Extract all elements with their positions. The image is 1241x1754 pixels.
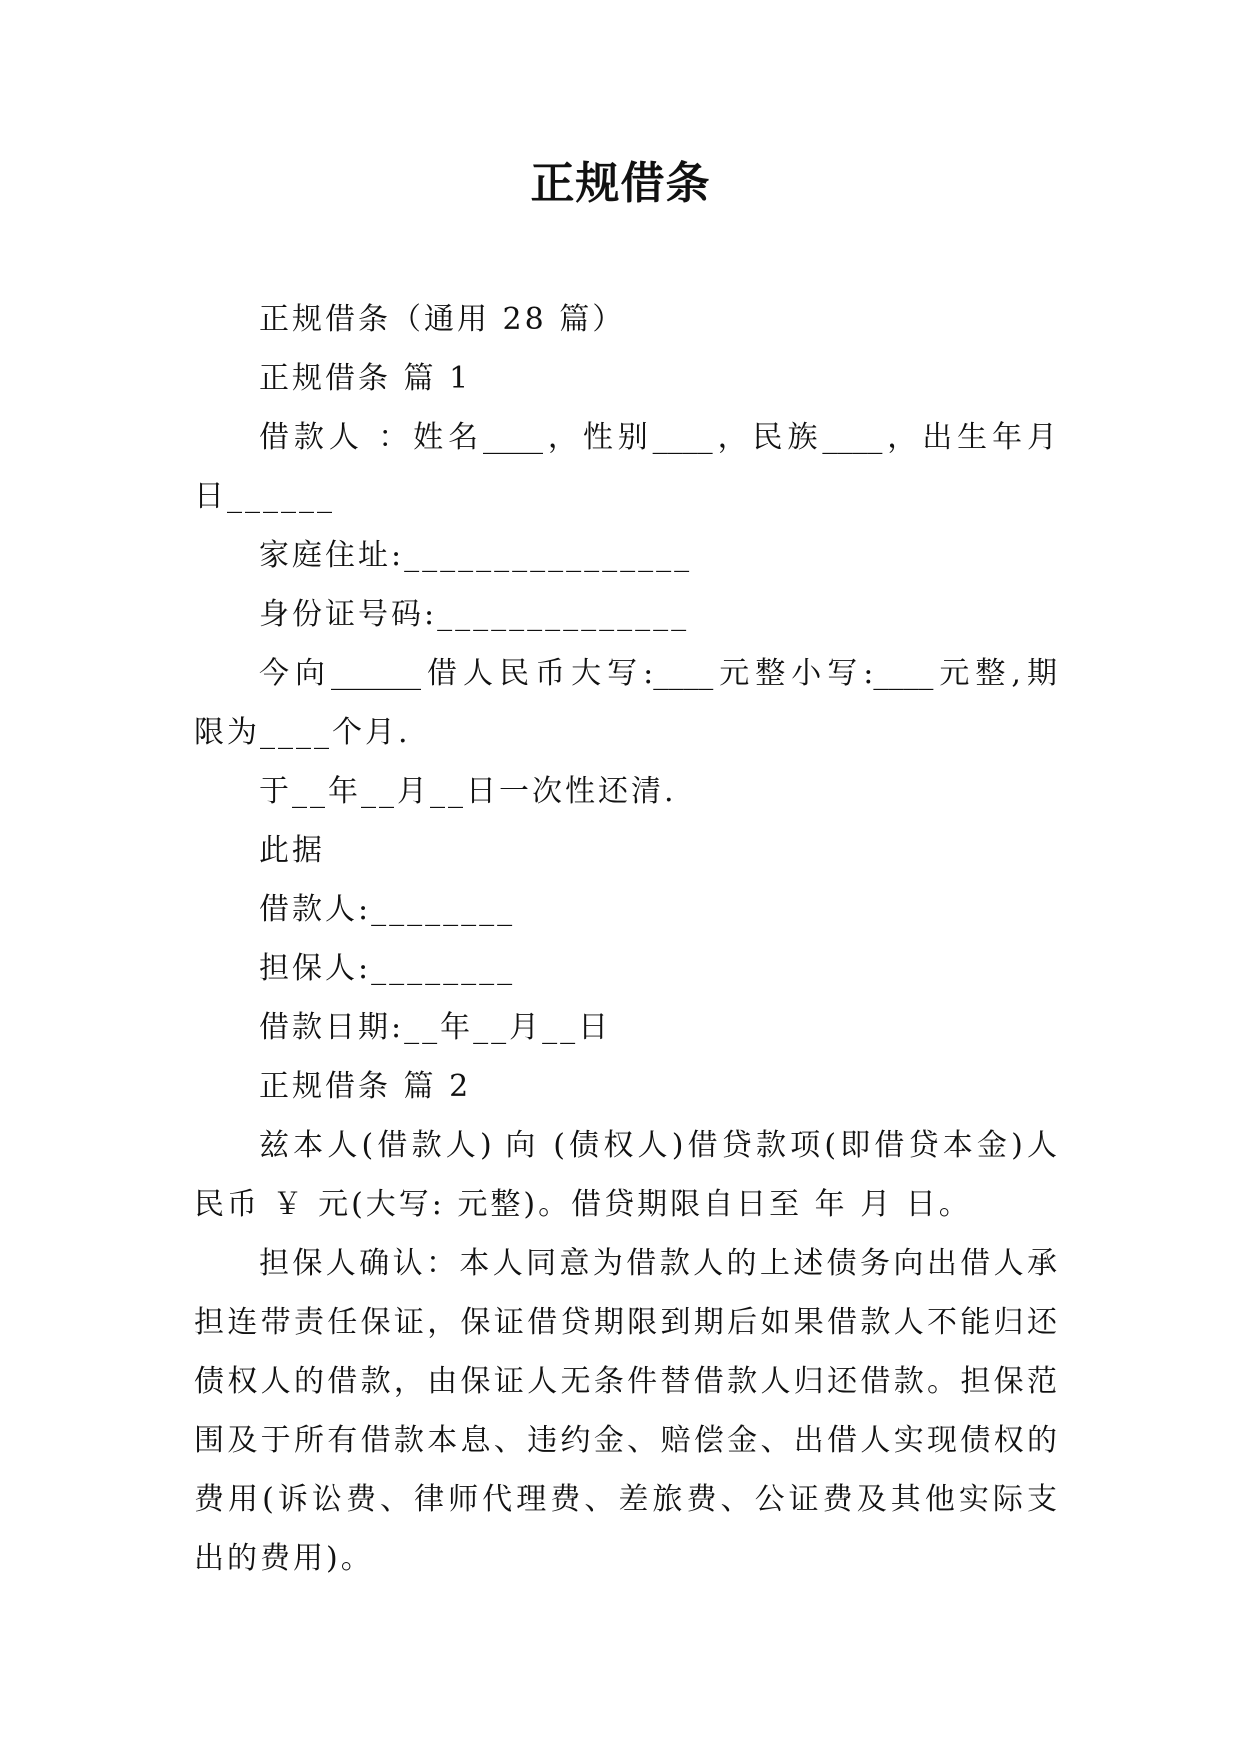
text-line: 日______ [194,479,335,514]
collection-heading [194,290,1057,349]
text-line: 围及于所有借款本息、违约金、赔偿金、出借人实现债权的 [194,1423,1057,1458]
text-line: 今向______借人民币大写:____元整小写:____元整,期 [259,656,1057,691]
text-line: 出的费用)。 [194,1541,374,1576]
text-line: 担连带责任保证，保证借贷期限到期后如果借款人不能归还 [194,1305,1057,1340]
loan-date-field [194,998,1057,1057]
text-line: 民币 ￥ 元(大写: 元整)。借贷期限自日至 年 月 日。 [194,1187,972,1222]
text-line: 正规借条 篇 2 [259,1069,472,1104]
text-line: 限为____个月. [194,715,411,750]
text-line: 家庭住址:________________ [259,538,693,573]
text-line: 担保人确认：本人同意为借款人的上述债务向出借人承 [259,1246,1057,1281]
text-line: 担保人:________ [259,951,516,986]
text-line: 借款日期:__年__月__日 [259,1010,612,1045]
borrower-signature-field [194,880,1057,939]
section-heading [194,1057,1057,1116]
borrower-info-paragraph [194,408,1057,526]
loan-statement-paragraph [194,1116,1057,1234]
home-address-field [194,526,1057,585]
text-line: 借款人 ：姓名____，性别____，民族____，出生年月 [259,420,1057,455]
text-line: 身份证号码:______________ [259,597,690,632]
text-line: 此据 [259,833,325,868]
section-heading [194,349,1057,408]
closing-phrase [194,821,1057,880]
guarantor-signature-field [194,939,1057,998]
text-line: 兹本人(借款人) 向 (债权人)借贷款项(即借贷本金)人 [259,1128,1057,1163]
id-number-field [194,585,1057,644]
text-line: 正规借条 篇 1 [259,361,472,396]
guarantor-confirmation-paragraph [194,1234,1057,1588]
document-title: 正规借条 [530,158,711,209]
text-line: 正规借条（通用 28 篇） [259,302,626,337]
text-line: 费用(诉讼费、律师代理费、差旅费、公证费及其他实际支 [194,1482,1057,1517]
text-line: 于__年__月__日一次性还清. [259,774,677,809]
text-line: 债权人的借款，由保证人无条件替借款人归还借款。担保范 [194,1364,1057,1399]
loan-amount-paragraph [194,644,1057,762]
repayment-date-paragraph [194,762,1057,821]
document-body [194,290,1057,1588]
text-line: 借款人:________ [259,892,516,927]
